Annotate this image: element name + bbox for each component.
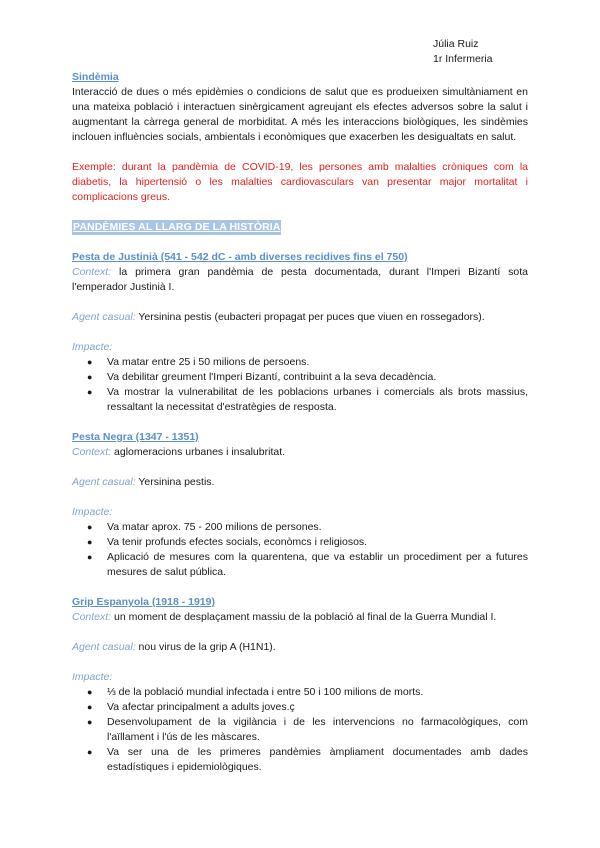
pandemic-section: [72, 430, 528, 580]
impact-text: Desenvolupament de la vigilància i de les intervencions no farmacològiques, com l'aïllament i l'ús de les màscares.: [107, 716, 528, 743]
context-label: Context:: [72, 266, 112, 278]
bullet-icon: ●: [87, 702, 93, 712]
list-item: [87, 520, 528, 535]
impact-list: [72, 685, 528, 775]
list-item: [87, 370, 528, 385]
impact-text: Va matar aprox. 75 - 200 milions de persones.: [107, 521, 322, 533]
context-text: aglomeracions urbanes i insalubritat.: [111, 446, 286, 458]
impact-text: Va mostrar la vulnerabilitat de les poblacions urbanes i comercials als brots massius, ressaltant la necessitat d'estratègies de resposta.: [107, 386, 528, 413]
bullet-icon: ●: [87, 687, 93, 697]
pandemic-agent: [72, 475, 528, 490]
pandemic-agent: [72, 310, 528, 325]
list-item: [87, 700, 528, 715]
author-block: [433, 37, 493, 67]
section-title: PANDÈMIES AL LLARG DE LA HISTÒRIA: [73, 221, 281, 233]
context-text: un moment de desplaçament massiu de la població al final de la Guerra Mundial I.: [111, 611, 497, 623]
impact-text: Va afectar principalment a adults joves.ç: [107, 701, 295, 713]
bullet-icon: ●: [87, 387, 93, 397]
agent-label: Agent casual:: [72, 476, 136, 488]
impact-label: Impacte:: [72, 671, 113, 683]
document-body: [72, 70, 528, 775]
agent-text: nou virus de la grip A (H1N1).: [135, 641, 276, 653]
sindemia-example: Exemple: durant la pandèmia de COVID-19, les persones amb malalties cròniques com la diabetis, la hipertensió o les malalties cardiovasculars van presentar major mortalitat i complicacions greus.: [72, 161, 528, 203]
impact-text: ⅓ de la població mundial infectada i entre 50 i 100 milions de morts.: [107, 686, 424, 698]
impact-text: Va matar entre 25 i 50 milions de persoens.: [107, 356, 310, 368]
pandemic-agent: [72, 640, 528, 655]
agent-label: Agent casual:: [72, 311, 136, 323]
impact-text: Va debilitar greument l'Imperi Bizantí, contribuint a la seva decadència.: [107, 371, 437, 383]
agent-text: Yersinina pestis.: [135, 476, 215, 488]
pandemic-title: Pesta Negra (1347 - 1351): [72, 431, 199, 443]
context-text: la primera gran pandèmia de pesta documentada, durant l'Imperi Bizantí sota l'emperador Justinià I.: [72, 266, 528, 293]
pandemic-title: Pesta de Justinià (541 - 542 dC - amb diverses recidives fins el 750): [72, 251, 408, 263]
agent-text: Yersinina pestis (eubacteri propagat per puces que viuen en rossegadors).: [135, 311, 485, 323]
impact-text: Aplicació de mesures com la quarentena, que va establir un procediment per a futures mesures de salut pública.: [107, 551, 528, 578]
impact-label: Impacte:: [72, 506, 113, 518]
impact-list: [72, 520, 528, 580]
author-name: Júlia Ruiz: [433, 38, 479, 50]
list-item: [87, 535, 528, 550]
list-item: [87, 385, 528, 415]
context-label: Context:: [72, 611, 112, 623]
list-item: [87, 550, 528, 580]
pandemic-section: [72, 250, 528, 415]
impact-list: [72, 355, 528, 415]
sindemia-definition: Interacció de dues o més epidèmies o condicions de salut que es produeixen simultàniament en una mateixa població i interactuen sinèrgicament agreujant els efectes adversos sobre la salut i augmentant la càrrega general de morbiditat. A més les interaccions biològiques, les sindèmies inclouen influències socials, ambientals i econòmiques que exacerben les desigualtats en salut.: [72, 86, 528, 143]
sindemia-heading: Sindèmia: [72, 71, 119, 83]
bullet-icon: ●: [87, 372, 93, 382]
bullet-icon: ●: [87, 552, 93, 562]
bullet-icon: ●: [87, 717, 93, 727]
bullet-icon: ●: [87, 537, 93, 547]
impact-label: Impacte:: [72, 341, 113, 353]
list-item: [87, 355, 528, 370]
pandemic-context: [72, 610, 528, 625]
pandemic-context: [72, 445, 528, 460]
list-item: [87, 685, 528, 700]
bullet-icon: ●: [87, 522, 93, 532]
context-label: Context:: [72, 446, 112, 458]
pandemic-title: Grip Espanyola (1918 - 1919): [72, 596, 215, 608]
pandemic-context: [72, 265, 528, 295]
list-item: [87, 745, 528, 775]
bullet-icon: ●: [87, 747, 93, 757]
impact-text: Va tenir profunds efectes socials, econòmcs i religiosos.: [107, 536, 368, 548]
author-course: 1r Infermeria: [433, 53, 493, 65]
impact-text: Va ser una de les primeres pandèmies àmpliament documentades amb dades estadístiques i epidemiològiques.: [107, 746, 528, 773]
bullet-icon: ●: [87, 357, 93, 367]
list-item: [87, 715, 528, 745]
pandemic-section: [72, 595, 528, 775]
agent-label: Agent casual:: [72, 641, 136, 653]
